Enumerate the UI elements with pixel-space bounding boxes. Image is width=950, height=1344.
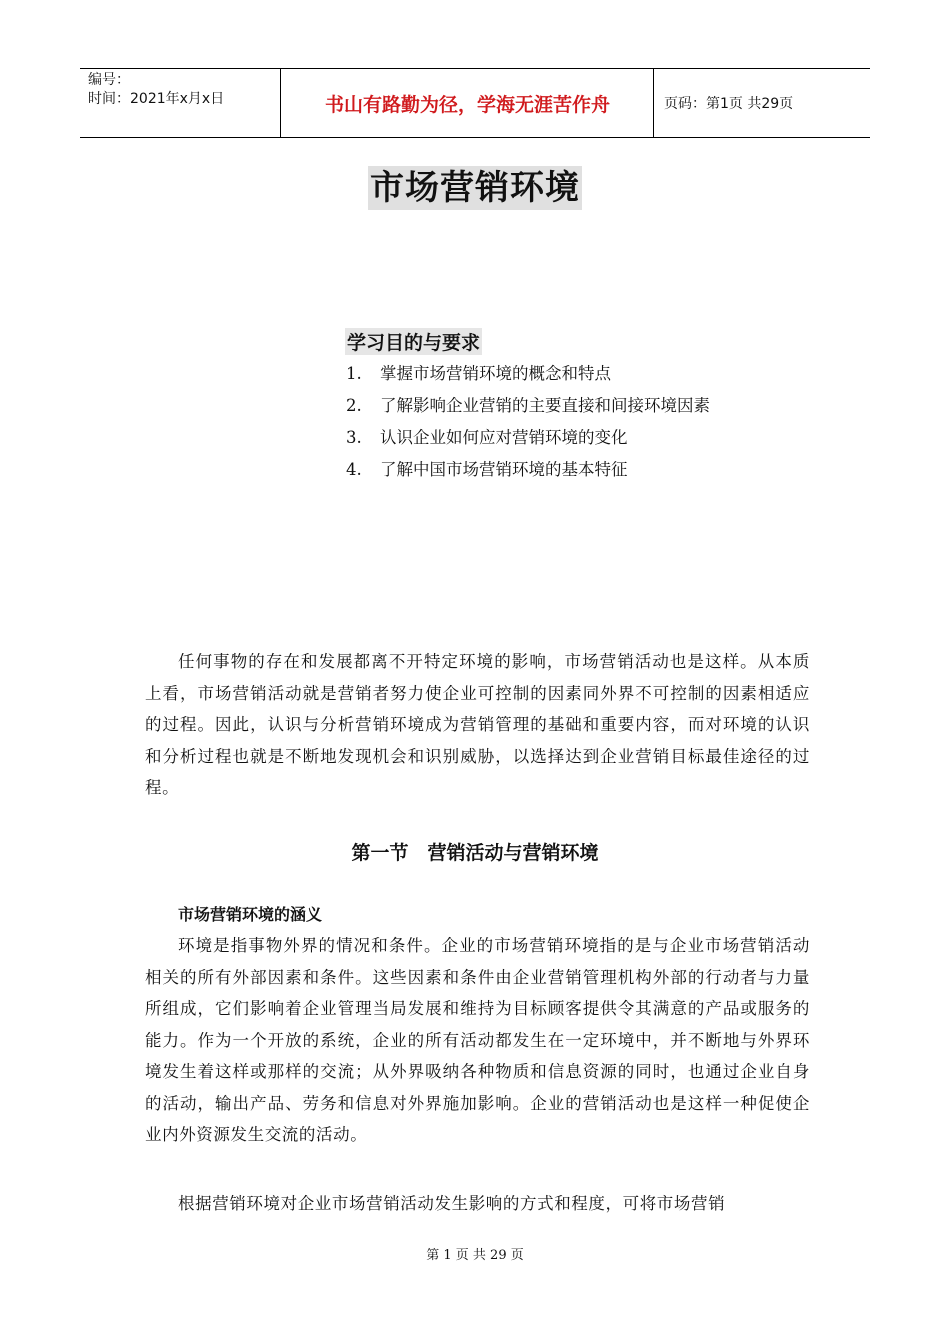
list-item <box>346 360 710 392</box>
list-item-number: 2. <box>346 396 362 415</box>
document-title-wrap <box>0 160 950 209</box>
list-item <box>346 392 710 424</box>
list-item <box>346 424 710 456</box>
header-page-info: 页码：第1页 共29页 <box>664 96 794 112</box>
header-motto: 书山有路勤为径，学海无涯苦作舟 <box>282 69 654 137</box>
subheading: 市场营销环境的涵义 <box>178 905 323 924</box>
body-paragraph-1: 环境是指事物外界的情况和条件。企业的市场营销环境指的是与企业市场营销活动相关的所有外部因素和条件。这些因素和条件由企业营销管理机构外部的行动者与力量所组成，它们影响着企业管理当局发展和维持为目标顾客提供令其满意的产品或服务的能力。作为一个开放的系统，企业的所有活动都发生在一定环境中，并不断地与外界环境发生着这样或那样的交流；从外界吸纳各种物质和信息资源的同时，也通过企业自身的活动，输出产品、劳务和信息对外界施加影响。企业的营销活动也是这样一种促使企业内外资源发生交流的活动。 <box>145 936 810 1144</box>
section-title: 第一节 营销活动与营销环境 <box>351 842 599 864</box>
list-item-number: 3. <box>346 428 362 447</box>
header-left-cell <box>80 69 281 137</box>
time-label: 时间：2021年x月x日 <box>88 91 225 107</box>
list-item-number: 1. <box>346 364 362 383</box>
list-item-number: 4. <box>346 460 362 479</box>
objectives-heading: 学习目的与要求 <box>345 328 482 355</box>
document-title: 市场营销环境 <box>370 168 580 208</box>
page-footer: 第 1 页 共 29 页 <box>426 1248 524 1263</box>
body-paragraph-2: 根据营销环境对企业市场营销活动发生影响的方式和程度，可将市场营销 <box>178 1194 726 1213</box>
header-table <box>80 68 870 138</box>
number-label: 编号： <box>88 72 130 88</box>
list-item-text: 掌握市场营销环境的概念和特点 <box>380 364 611 383</box>
intro-paragraph: 任何事物的存在和发展都离不开特定环境的影响，市场营销活动也是这样。从本质上看，市场营销活动就是营销者努力使企业可控制的因素同外界不可控制的因素相适应的过程。因此，认识与分析营销环境成为营销管理的基础和重要内容，而对环境的认识和分析过程也就是不断地发现机会和识别威胁，以选择达到企业营销目标最佳途径的过程。 <box>145 652 810 797</box>
list-item-text: 认识企业如何应对营销环境的变化 <box>380 428 628 447</box>
objectives-list <box>346 360 710 488</box>
list-item-text: 了解影响企业营销的主要直接和间接环境因素 <box>380 396 710 415</box>
list-item <box>346 456 710 488</box>
list-item-text: 了解中国市场营销环境的基本特征 <box>380 460 628 479</box>
